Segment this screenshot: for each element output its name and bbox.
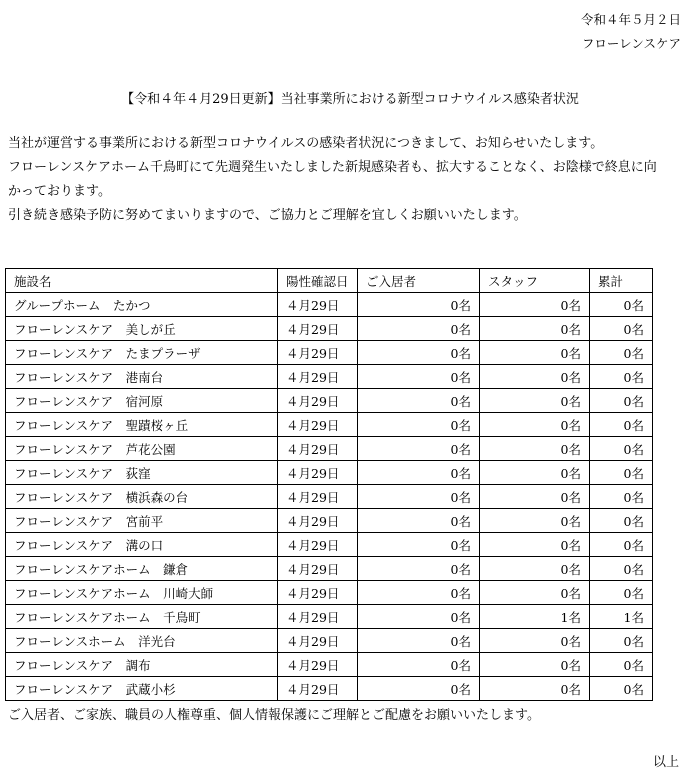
residents-count: 0名 xyxy=(358,461,480,485)
residents-count: 0名 xyxy=(358,557,480,581)
staff-count: 0名 xyxy=(480,653,590,677)
positive-date: ４月29日 xyxy=(278,437,358,461)
facility-name: フローレンスケアホーム 鎌倉 xyxy=(6,557,278,581)
table-row xyxy=(6,677,653,701)
staff-count: 0名 xyxy=(480,437,590,461)
staff-count: 0名 xyxy=(480,533,590,557)
residents-count: 0名 xyxy=(358,581,480,605)
staff-count: 0名 xyxy=(480,485,590,509)
header-residents: ご入居者 xyxy=(358,269,480,293)
staff-count: 0名 xyxy=(480,557,590,581)
staff-count: 0名 xyxy=(480,293,590,317)
facility-name: フローレンスケア 美しが丘 xyxy=(6,317,278,341)
facility-name: フローレンスケア 武蔵小杉 xyxy=(6,677,278,701)
total-count: 0名 xyxy=(590,629,653,653)
staff-count: 0名 xyxy=(480,629,590,653)
facility-name: フローレンスケア 芦花公園 xyxy=(6,437,278,461)
positive-date: ４月29日 xyxy=(278,677,358,701)
header-staff: スタッフ xyxy=(480,269,590,293)
facility-name: フローレンスケア 横浜森の台 xyxy=(6,485,278,509)
total-count: 0名 xyxy=(590,581,653,605)
staff-count: 0名 xyxy=(480,317,590,341)
footer-note: ご入居者、ご家族、職員の人権尊重、個人情報保護にご理解とご配慮をお願いいたします。 xyxy=(8,708,540,723)
positive-date: ４月29日 xyxy=(278,317,358,341)
facility-name: フローレンスケア 聖蹟桜ヶ丘 xyxy=(6,413,278,437)
residents-count: 0名 xyxy=(358,509,480,533)
total-count: 0名 xyxy=(590,389,653,413)
update-paragraph-line-1: フローレンスケアホーム千鳥町にて先週発生いたしました新規感染者も、拡大することなく、お陰様で終息に向 xyxy=(8,160,657,175)
residents-count: 0名 xyxy=(358,293,480,317)
total-count: 0名 xyxy=(590,509,653,533)
positive-date: ４月29日 xyxy=(278,533,358,557)
organization-name: フローレンスケア xyxy=(581,36,681,51)
closing-mark: 以上 xyxy=(652,755,679,770)
positive-date: ４月29日 xyxy=(278,581,358,605)
table-row xyxy=(6,509,653,533)
positive-date: ４月29日 xyxy=(278,365,358,389)
table-row xyxy=(6,629,653,653)
facility-name: フローレンスケアホーム 川崎大師 xyxy=(6,581,278,605)
table-header-row xyxy=(6,269,653,293)
total-count: 0名 xyxy=(590,341,653,365)
facility-name: フローレンスケア たまプラーザ xyxy=(6,341,278,365)
table-row xyxy=(6,437,653,461)
positive-date: ４月29日 xyxy=(278,629,358,653)
total-count: 0名 xyxy=(590,677,653,701)
facility-name: フローレンスケア 調布 xyxy=(6,653,278,677)
residents-count: 0名 xyxy=(358,341,480,365)
total-count: 0名 xyxy=(590,485,653,509)
positive-date: ４月29日 xyxy=(278,557,358,581)
total-count: 0名 xyxy=(590,533,653,557)
staff-count: 0名 xyxy=(480,389,590,413)
total-count: 0名 xyxy=(590,413,653,437)
total-count: 0名 xyxy=(590,461,653,485)
facility-name: フローレンスケアホーム 千鳥町 xyxy=(6,605,278,629)
table-row xyxy=(6,365,653,389)
residents-count: 0名 xyxy=(358,629,480,653)
document-title: 【令和４年４月29日更新】当社事業所における新型コロナウイルス感染者状況 xyxy=(121,92,579,107)
staff-count: 0名 xyxy=(480,581,590,605)
positive-date: ４月29日 xyxy=(278,461,358,485)
intro-paragraph: 当社が運営する事業所における新型コロナウイルスの感染者状況につきまして、お知らせいたします。 xyxy=(8,136,604,151)
total-count: 0名 xyxy=(590,653,653,677)
total-count: 0名 xyxy=(590,437,653,461)
header-positive-date: 陽性確認日 xyxy=(278,269,358,293)
residents-count: 0名 xyxy=(358,533,480,557)
staff-count: 0名 xyxy=(480,413,590,437)
residents-count: 0名 xyxy=(358,677,480,701)
table-row xyxy=(6,293,653,317)
table-row xyxy=(6,485,653,509)
table-row xyxy=(6,653,653,677)
total-count: 0名 xyxy=(590,317,653,341)
facility-name: フローレンスケア 宿河原 xyxy=(6,389,278,413)
positive-date: ４月29日 xyxy=(278,341,358,365)
residents-count: 0名 xyxy=(358,365,480,389)
positive-date: ４月29日 xyxy=(278,413,358,437)
staff-count: 0名 xyxy=(480,365,590,389)
header-facility: 施設名 xyxy=(6,269,278,293)
staff-count: 0名 xyxy=(480,341,590,365)
staff-count: 0名 xyxy=(480,509,590,533)
facility-name: フローレンスホーム 洋光台 xyxy=(6,629,278,653)
staff-count: 0名 xyxy=(480,461,590,485)
table-row xyxy=(6,581,653,605)
positive-date: ４月29日 xyxy=(278,389,358,413)
residents-count: 0名 xyxy=(358,653,480,677)
table-row xyxy=(6,557,653,581)
total-count: 0名 xyxy=(590,365,653,389)
residents-count: 0名 xyxy=(358,605,480,629)
update-paragraph-line-2: かっております。 xyxy=(8,184,111,199)
facility-name: フローレンスケア 溝の口 xyxy=(6,533,278,557)
staff-count: 1名 xyxy=(480,605,590,629)
facility-name: フローレンスケア 荻窪 xyxy=(6,461,278,485)
table-row xyxy=(6,317,653,341)
table-row xyxy=(6,461,653,485)
positive-date: ４月29日 xyxy=(278,605,358,629)
residents-count: 0名 xyxy=(358,485,480,509)
positive-date: ４月29日 xyxy=(278,653,358,677)
residents-count: 0名 xyxy=(358,389,480,413)
facility-name: フローレンスケア 港南台 xyxy=(6,365,278,389)
staff-count: 0名 xyxy=(480,677,590,701)
document-date: 令和４年５月２日 xyxy=(580,12,681,27)
table-row xyxy=(6,389,653,413)
header-total: 累計 xyxy=(590,269,653,293)
total-count: 1名 xyxy=(590,605,653,629)
facility-name: グループホーム たかつ xyxy=(6,293,278,317)
table-row xyxy=(6,533,653,557)
residents-count: 0名 xyxy=(358,437,480,461)
table-row xyxy=(6,605,653,629)
positive-date: ４月29日 xyxy=(278,293,358,317)
table-row xyxy=(6,341,653,365)
positive-date: ４月29日 xyxy=(278,485,358,509)
request-paragraph: 引き続き感染予防に努めてまいりますので、ご協力とご理解を宜しくお願いいたします。 xyxy=(8,208,527,223)
table-body xyxy=(6,293,653,701)
total-count: 0名 xyxy=(590,557,653,581)
table-row xyxy=(6,413,653,437)
residents-count: 0名 xyxy=(358,413,480,437)
total-count: 0名 xyxy=(590,293,653,317)
residents-count: 0名 xyxy=(358,317,480,341)
facility-name: フローレンスケア 宮前平 xyxy=(6,509,278,533)
positive-date: ４月29日 xyxy=(278,509,358,533)
infection-status-table xyxy=(5,268,653,701)
